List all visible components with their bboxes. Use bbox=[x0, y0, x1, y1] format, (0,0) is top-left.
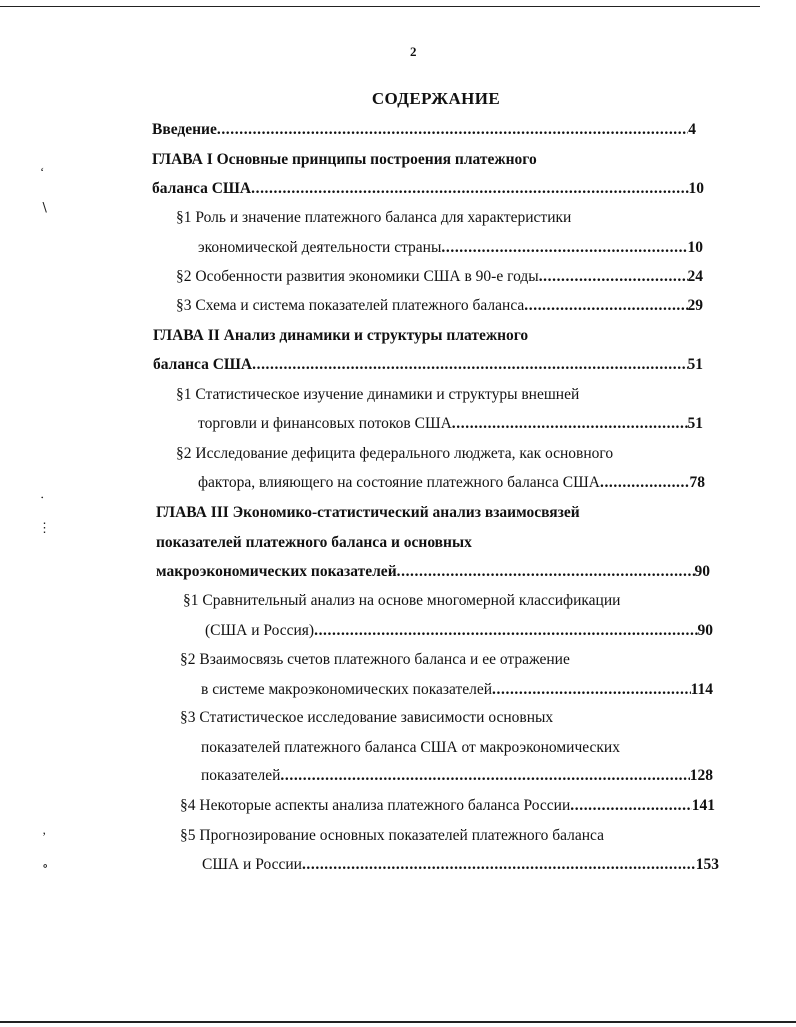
toc-page-number: 51 bbox=[687, 415, 703, 432]
toc-entry-label: §4 Некоторые аспекты анализа платежного баланса России bbox=[180, 797, 571, 814]
toc-ch2-section-2[interactable] bbox=[198, 472, 705, 494]
toc-ch3-section-1[interactable] bbox=[205, 620, 713, 642]
toc-ch3-section-4[interactable] bbox=[180, 795, 715, 817]
toc-ch3-section-3-heading[interactable] bbox=[180, 707, 553, 729]
toc-entry-label: США и России bbox=[202, 856, 302, 873]
toc-leader bbox=[280, 765, 689, 787]
toc-entry-label: баланса США bbox=[152, 180, 252, 197]
toc-entry-label: (США и Россия) bbox=[205, 622, 315, 639]
toc-entry-label: ГЛАВА III Экономико-статистический анализ взаимосвязей bbox=[156, 504, 580, 521]
toc-entry-label: §2 Особенности развития экономики США в 90-е годы bbox=[176, 268, 539, 285]
scan-speck-mark: ⋮ bbox=[38, 520, 51, 535]
toc-entry-label: фактора, влияющего на состояние платежного баланса США bbox=[198, 474, 600, 491]
scan-speck-mark: ‘ bbox=[40, 164, 45, 179]
toc-page-number: 153 bbox=[695, 856, 719, 873]
toc-ch3-section-3-heading-cont[interactable] bbox=[201, 737, 620, 759]
toc-chapter-3[interactable] bbox=[156, 561, 710, 583]
scan-speck-mark: ‚ bbox=[42, 822, 47, 837]
toc-page-number: 24 bbox=[687, 268, 703, 285]
toc-entry-label: §1 Статистическое изучение динамики и структуры внешней bbox=[176, 386, 580, 403]
toc-entry-label: §3 Схема и система показателей платежного баланса bbox=[176, 297, 525, 314]
toc-ch3-section-3[interactable] bbox=[201, 765, 713, 787]
toc-leader bbox=[252, 354, 687, 376]
toc-entry-label: показателей платежного баланса и основных bbox=[156, 534, 472, 551]
toc-page-number: 4 bbox=[688, 121, 696, 138]
toc-page-number: 114 bbox=[690, 681, 713, 698]
toc-page-number: 10 bbox=[687, 239, 703, 256]
toc-ch1-section-3[interactable] bbox=[176, 295, 703, 317]
toc-leader bbox=[251, 178, 688, 200]
toc-leader bbox=[314, 620, 697, 642]
toc-chapter-3-heading-cont[interactable] bbox=[156, 532, 472, 554]
toc-page-number: 78 bbox=[689, 474, 705, 491]
toc-leader bbox=[600, 472, 690, 494]
toc-entry-label: §3 Статистическое исследование зависимости основных bbox=[180, 709, 554, 726]
toc-chapter-3-heading[interactable] bbox=[156, 502, 580, 524]
toc-leader bbox=[524, 295, 687, 317]
toc-page-number: 10 bbox=[688, 180, 704, 197]
toc-ch2-section-2-heading[interactable] bbox=[176, 443, 613, 465]
toc-page-number: 90 bbox=[697, 622, 713, 639]
toc-entry-label: макроэкономических показателей bbox=[156, 563, 397, 580]
scan-speck-mark: ∖ bbox=[40, 200, 49, 215]
toc-leader bbox=[570, 795, 691, 817]
page-title: СОДЕРЖАНИЕ bbox=[371, 89, 501, 108]
scan-speck-mark: ⋅ bbox=[40, 490, 45, 505]
scan-bottom-rule bbox=[0, 1021, 796, 1023]
page-number: 2 bbox=[410, 44, 417, 59]
toc-entry-label: §2 Взаимосвязь счетов платежного баланса и ее отражение bbox=[180, 651, 570, 668]
toc-ch2-section-1-heading[interactable] bbox=[176, 384, 579, 406]
toc-leader bbox=[302, 854, 696, 876]
toc-entry-label: торговли и финансовых потоков США bbox=[198, 415, 452, 432]
toc-page-number: 141 bbox=[691, 797, 715, 814]
toc-entry-intro[interactable] bbox=[152, 119, 696, 141]
toc-entry-label: ГЛАВА II Анализ динамики и структуры платежного bbox=[153, 327, 529, 344]
toc-ch3-section-2-heading[interactable] bbox=[180, 649, 570, 671]
toc-ch3-section-1-heading[interactable] bbox=[183, 590, 620, 612]
toc-page-number: 51 bbox=[687, 356, 703, 373]
toc-entry-label: §1 Сравнительный анализ на основе многомерной классификации bbox=[183, 592, 621, 609]
toc-ch1-section-2[interactable] bbox=[176, 266, 703, 288]
toc-entry-label: Введение bbox=[152, 121, 217, 138]
toc-entry-label: показателей bbox=[201, 767, 281, 784]
toc-page-number: 29 bbox=[687, 297, 703, 314]
toc-chapter-2-heading[interactable] bbox=[153, 325, 528, 347]
toc-ch1-section-1-heading[interactable] bbox=[176, 207, 571, 229]
toc-leader bbox=[539, 266, 688, 288]
toc-entry-label: показателей платежного баланса США от макроэкономических bbox=[201, 739, 620, 756]
toc-leader bbox=[492, 679, 691, 701]
scan-speck-mark: ∘ bbox=[42, 858, 49, 873]
toc-entry-label: экономической деятельности страны bbox=[198, 239, 442, 256]
toc-leader bbox=[217, 119, 688, 141]
toc-entry-label: баланса США bbox=[153, 356, 253, 373]
toc-ch3-section-5-heading[interactable] bbox=[180, 825, 604, 847]
toc-chapter-1-heading[interactable] bbox=[152, 149, 537, 171]
toc-entry-label: ГЛАВА I Основные принципы построения платежного bbox=[152, 151, 537, 168]
toc-entry-label: в системе макроэкономических показателей bbox=[201, 681, 493, 698]
toc-entry-label: §5 Прогнозирование основных показателей платежного баланса bbox=[180, 827, 604, 844]
toc-leader bbox=[397, 561, 695, 583]
toc-ch1-section-1[interactable] bbox=[198, 237, 703, 259]
toc-ch3-section-2[interactable] bbox=[201, 679, 713, 701]
toc-entry-label: §1 Роль и значение платежного баланса для характеристики bbox=[176, 209, 572, 226]
toc-ch3-section-5[interactable] bbox=[202, 854, 719, 876]
toc-page-number: 128 bbox=[689, 767, 713, 784]
toc-ch2-section-1[interactable] bbox=[198, 413, 703, 435]
toc-leader bbox=[452, 413, 688, 435]
toc-leader bbox=[441, 237, 687, 259]
toc-entry-label: §2 Исследование дефицита федерального люджета, как основного bbox=[176, 445, 614, 462]
toc-chapter-1[interactable] bbox=[152, 178, 704, 200]
toc-page-number: 90 bbox=[694, 563, 710, 580]
toc-chapter-2[interactable] bbox=[153, 354, 703, 376]
scan-top-rule bbox=[0, 6, 760, 7]
